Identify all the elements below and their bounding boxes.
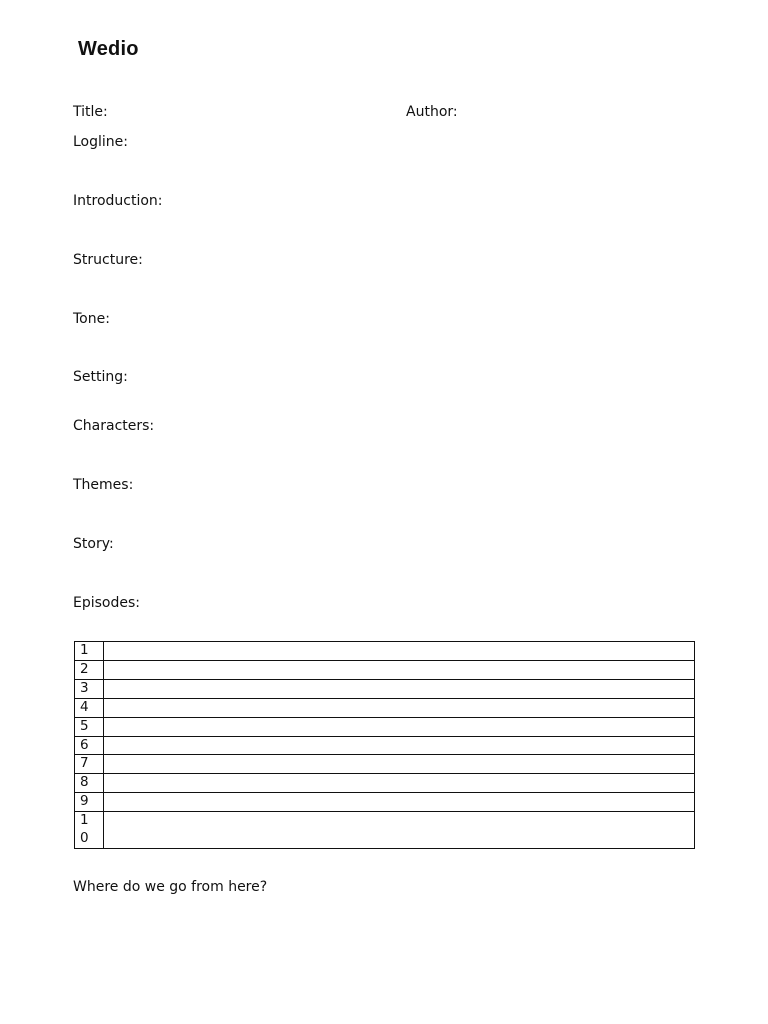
episode-number: 3	[75, 679, 104, 698]
episode-row	[75, 698, 695, 717]
episode-number: 5	[75, 717, 104, 736]
episode-cell[interactable]	[104, 642, 695, 661]
episode-cell[interactable]	[104, 755, 695, 774]
themes-label: Themes:	[73, 477, 134, 493]
episodes-table	[74, 641, 695, 849]
title-label: Title:	[73, 104, 108, 120]
episode-number: 2	[75, 660, 104, 679]
episode-cell[interactable]	[104, 679, 695, 698]
episode-row	[75, 793, 695, 812]
characters-label: Characters:	[73, 418, 155, 434]
episode-cell[interactable]	[104, 736, 695, 755]
episode-row	[75, 812, 695, 849]
episode-number: 7	[75, 755, 104, 774]
episode-cell[interactable]	[104, 698, 695, 717]
episode-number: 6	[75, 736, 104, 755]
brand-logo: Wedio	[78, 38, 139, 60]
author-label: Author:	[406, 104, 458, 120]
episode-number: 8	[75, 774, 104, 793]
episode-row	[75, 679, 695, 698]
episode-number: 9	[75, 793, 104, 812]
episode-row	[75, 660, 695, 679]
episode-number: 1	[75, 642, 104, 661]
story-label: Story:	[73, 536, 114, 552]
episode-row	[75, 717, 695, 736]
episode-row	[75, 642, 695, 661]
episode-cell[interactable]	[104, 793, 695, 812]
introduction-label: Introduction:	[73, 193, 163, 209]
tone-label: Tone:	[73, 311, 110, 327]
episode-row	[75, 736, 695, 755]
episode-row	[75, 755, 695, 774]
next-steps-label: Where do we go from here?	[73, 879, 268, 895]
episodes-label: Episodes:	[73, 595, 140, 611]
episode-cell[interactable]	[104, 774, 695, 793]
episode-number: 10	[75, 812, 104, 849]
episode-cell[interactable]	[104, 660, 695, 679]
logline-label: Logline:	[73, 134, 128, 150]
setting-label: Setting:	[73, 369, 128, 385]
episode-number: 4	[75, 698, 104, 717]
episode-row	[75, 774, 695, 793]
structure-label: Structure:	[73, 252, 143, 268]
episode-cell[interactable]	[104, 717, 695, 736]
episode-cell[interactable]	[104, 812, 695, 849]
